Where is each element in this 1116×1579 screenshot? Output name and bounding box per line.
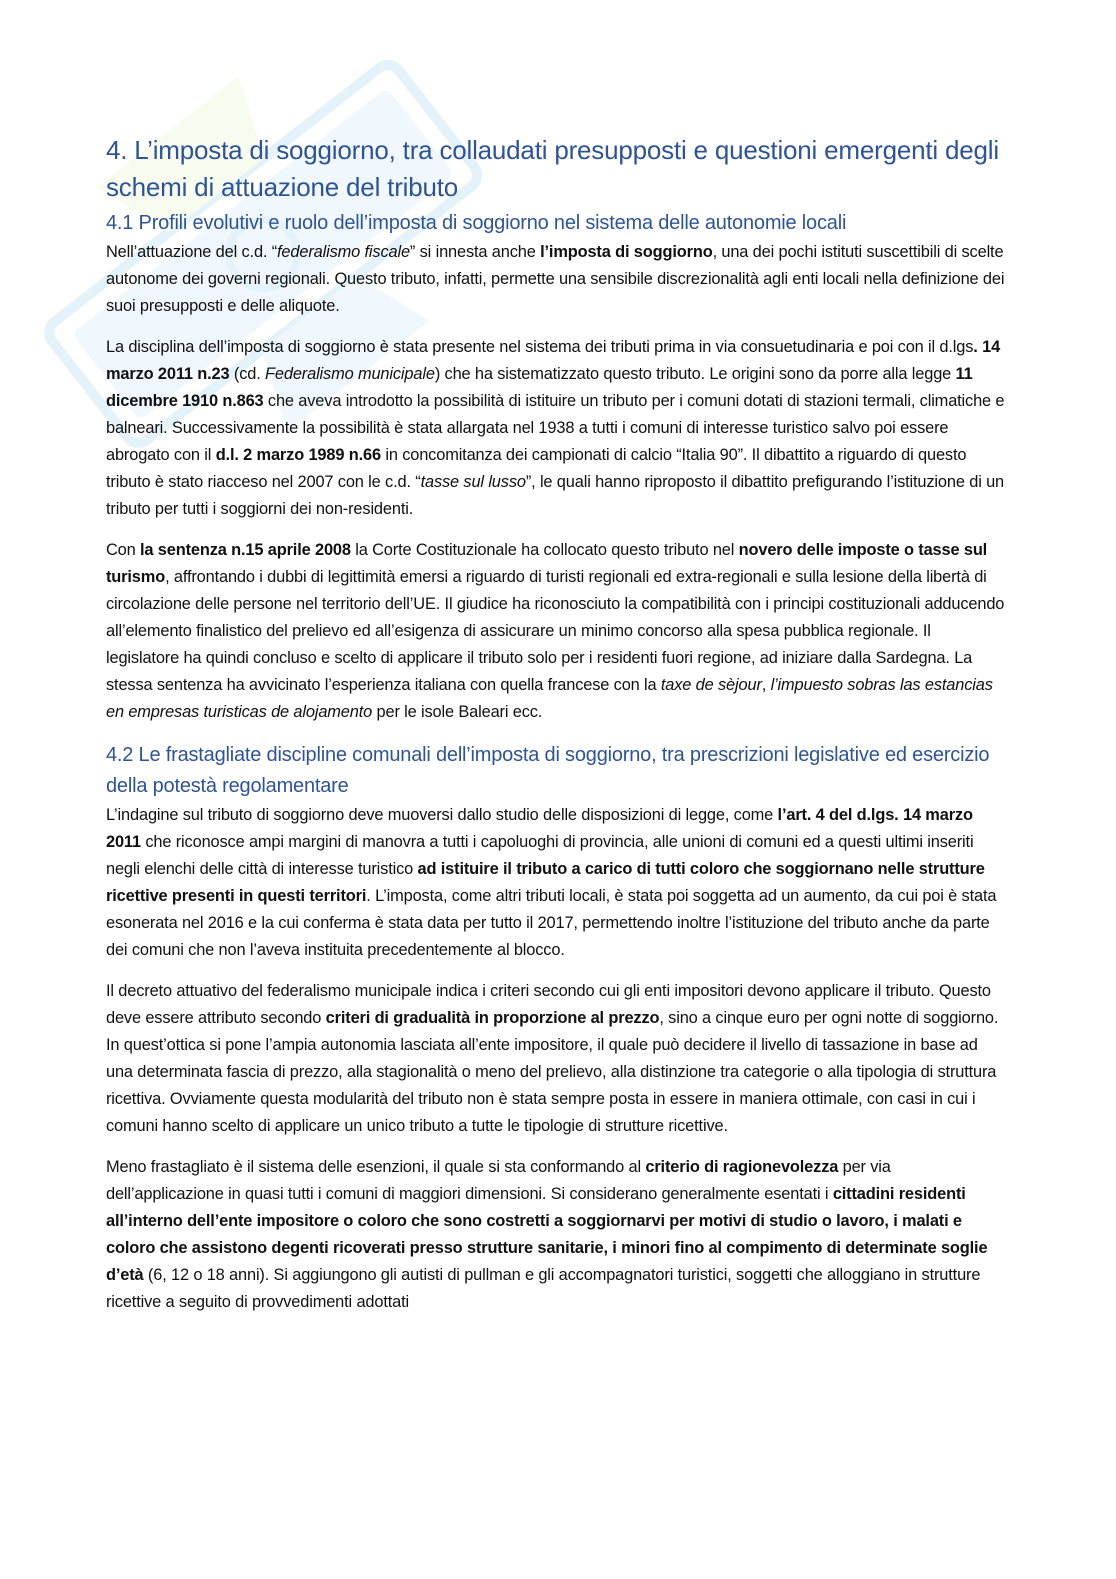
text-run: (cd. — [229, 365, 266, 383]
bold-run: l’art. 4 del d.lgs. 14 marzo 2011 — [106, 806, 973, 851]
text-run: Con — [106, 541, 141, 559]
text-run: che riconosce ampi margini di manovra a tutti i capoluoghi di provincia, alle unioni di comuni ed a questi ultimi inseriti negli elenchi delle città di interesse turistico — [106, 833, 974, 878]
bold-run: criterio di ragionevolezza — [645, 1158, 839, 1176]
text-run: la Corte Costituzionale ha collocato questo tributo nel — [350, 541, 739, 559]
bold-run: cittadini residenti all’interno dell’ente impositore o coloro che sono costretti a soggiornarvi per motivi di studio o lavoro, i malati e coloro che assistono degenti ricoverati presso strutture sanitarie, i minori fino al compimento di determinate soglie d’età — [106, 1185, 988, 1284]
paragraph-4-1-2 — [106, 334, 1008, 523]
italic-run: l’impuesto sobras las estancias en empresas turisticas de alojamento — [106, 676, 993, 721]
paragraph-4-2-2 — [106, 978, 1008, 1140]
text-run: Il decreto attuativo del federalismo municipale indica i criteri secondo cui gli enti impositori devono applicare il tributo. Questo deve essere attributo secondo — [106, 982, 991, 1027]
text-run: per via dell’applicazione in quasi tutti i comuni di maggiori dimensioni. Si considerano generalmente esentati i — [106, 1158, 891, 1203]
text-run: (6, 12 o 18 anni). Si aggiungono gli autisti di pullman e gli accompagnatori turistici, soggetti che alloggiano in strutture ricettive a seguito di provvedimenti adottati — [106, 1266, 981, 1311]
bold-run: criteri di gradualità in proporzione al prezzo — [325, 1009, 660, 1027]
text-run: . L’imposta, come altri tributi locali, è stata poi soggetta ad un aumento, da cui poi è stata esonerata nel 2016 e la cui conferma è stata data per tutto il 2017, permettendo inoltre l’istituzione del tributo anche da parte dei comuni che non l’aveva instituita precedentemente al blocco. — [106, 887, 997, 959]
paragraph-4-2-3 — [106, 1154, 1008, 1316]
bold-run: l’imposta di soggiorno — [540, 243, 713, 261]
text-run: ) che ha sistematizzato questo tributo. Le origini sono da porre alla legge — [434, 365, 956, 383]
section-heading-4-1: 4.1 Profili evolutivi e ruolo dell’imposta di soggiorno nel sistema delle autonomie locali — [106, 212, 847, 234]
text-run: ” si innesta anche — [409, 243, 541, 261]
text-run: , sino a cinque euro per ogni notte di soggiorno. In quest’ottica si pone l’ampia autonomia lasciata all’ente impositore, il quale può decidere il livello di tassazione in base ad una determinata fascia di prezzo, alla stagionalità o meno del prelievo, alla distinzione tra categorie o alla tipologia di struttura ricettiva. Ovviamente questa modularità del tributo non è stata sempre posta in essere in maniera ottimale, con casi in cui i comuni hanno scelto di applicare un unico tributo a tutte le tipologie di strutture ricettive. — [106, 1009, 999, 1135]
bold-run: 11 dicembre 1910 n.863 — [106, 365, 973, 410]
text-run: ”, le quali hanno riproposto il dibattito prefigurando l’istituzione di un tributo per tutti i soggiorni dei non-residenti. — [106, 473, 1005, 518]
text-run: , — [761, 676, 771, 694]
italic-run: taxe de sèjour — [660, 676, 762, 694]
text-run: L’indagine sul tributo di soggiorno deve muoversi dallo studio delle disposizioni di legge, come — [106, 806, 778, 824]
text-run: in concomitanza dei campionati di calcio “Italia 90”. Il dibattito a riguardo di questo tributo è stato riacceso nel 2007 con le c.d. “ — [106, 446, 967, 491]
text-run: che aveva introdotto la possibilità di istituire un tributo per i comuni dotati di stazioni termali, climatiche e balneari. Successivamente la possibilità è stata allargata nel 1938 a tutti i comuni di interesse turistico salvo poi essere abrogato con il — [106, 392, 1005, 464]
text-run: , affrontando i dubbi di legittimità emersi a riguardo di turisti regionali ed extra-regionali e sulla lesione della libertà di circolazione delle persone nel territorio dell’UE. Il giudice ha riconosciuto la compatibilità con i principi costituzionali adducendo all’elemento finalistico del prelievo ed all’esigenza di assicurare un minimo concorso alla spesa pubblica regionale. Il legislatore ha quindi concluso e scelto di applicare il tributo solo per i residenti fuori regione, ad iniziare dalla Sardegna. La stessa sentenza ha avvicinato l’esperienza italiana con quella francese con la — [106, 568, 1005, 694]
bold-run: novero delle imposte o tasse sul turismo — [106, 541, 988, 586]
document-content — [106, 132, 1008, 1330]
text-run: , una dei pochi istituti suscettibili di scelte autonome dei governi regionali. Questo tributo, infatti, permette una sensibile discrezionalità agli enti locali nella definizione dei suoi presupposti e delle aliquote. — [106, 243, 1005, 315]
bold-run: la sentenza n.15 aprile 2008 — [140, 541, 351, 559]
paragraph-4-1-1 — [106, 239, 1008, 320]
text-run: per le isole Baleari ecc. — [372, 703, 543, 721]
section-heading-4-2: 4.2 Le frastagliate discipline comunali dell’imposta di soggiorno, tra prescrizioni legislative ed esercizio della potestà regolamentare — [106, 744, 990, 797]
bold-run: . 14 marzo 2011 n.23 — [106, 338, 1001, 383]
italic-run: federalismo fiscale — [277, 243, 410, 261]
italic-run: tasse sul lusso — [420, 473, 526, 491]
paragraph-4-1-3 — [106, 537, 1008, 726]
bold-run: ad istituire il tributo a carico di tutti coloro che soggiornano nelle strutture ricettive presenti in questi territori — [106, 860, 985, 905]
italic-run: Federalismo municipale — [265, 365, 435, 383]
text-run: La disciplina dell’imposta di soggiorno è stata presente nel sistema dei tributi prima in via consuetudinaria e poi con il d.lgs — [106, 338, 974, 356]
text-run: Nell’attuazione del c.d. “ — [106, 243, 278, 261]
text-run: Meno frastagliato è il sistema delle esenzioni, il quale si sta conformando al — [106, 1158, 646, 1176]
page-title: 4. L’imposta di soggiorno, tra collaudati presupposti e questioni emergenti degli schemi di attuazione del tributo — [106, 135, 999, 202]
paragraph-4-2-1 — [106, 802, 1008, 964]
bold-run: d.l. 2 marzo 1989 n.66 — [215, 446, 381, 464]
